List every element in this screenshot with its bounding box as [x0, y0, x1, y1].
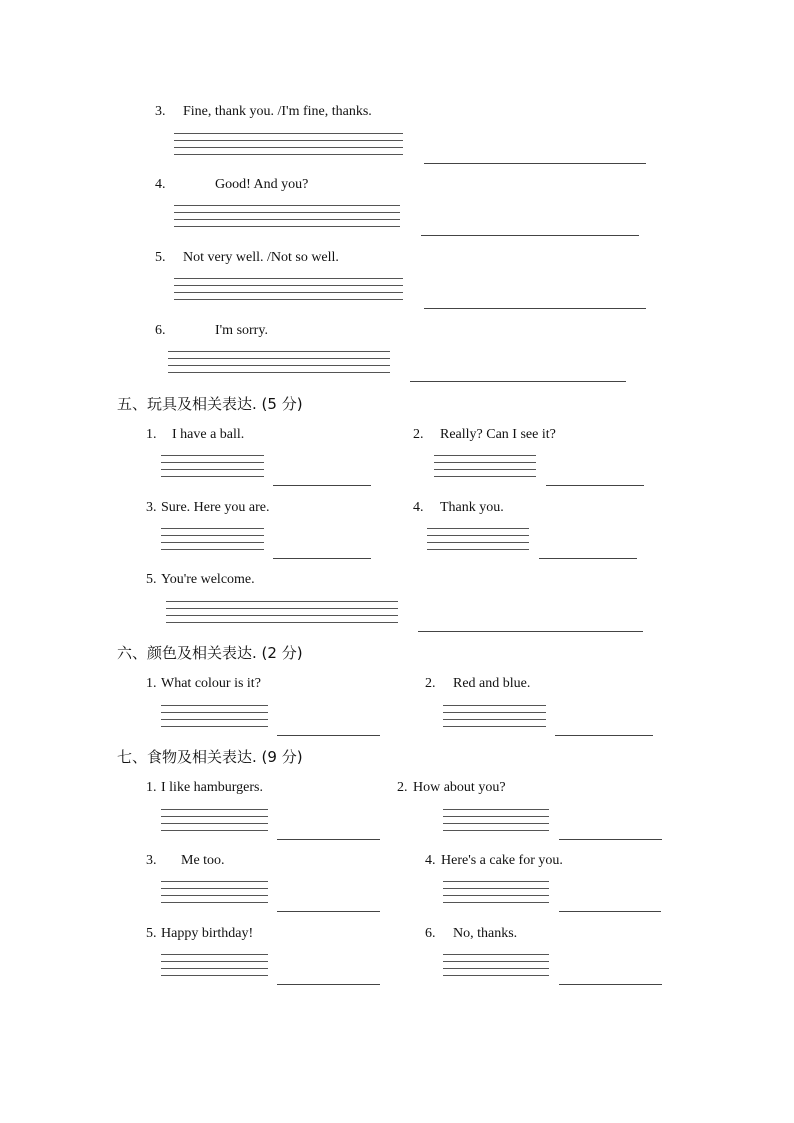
item-number: 3.: [155, 104, 166, 119]
item-number: 6.: [155, 323, 166, 338]
item-text: You're welcome.: [161, 572, 255, 587]
item-text: Here's a cake for you.: [441, 853, 563, 868]
item-text: I have a ball.: [172, 427, 245, 442]
item-number: 1.: [146, 427, 157, 442]
item-text: Good! And you?: [215, 177, 309, 192]
item-number: 6.: [425, 926, 436, 941]
answer-line[interactable]: [277, 839, 380, 840]
item-text: Me too.: [181, 853, 225, 868]
item-text: I like hamburgers.: [161, 780, 263, 795]
item-text: What colour is it?: [161, 676, 261, 691]
answer-line[interactable]: [555, 735, 653, 736]
item-number: 5.: [155, 250, 166, 265]
item-number: 4.: [425, 853, 436, 868]
item-number: 5.: [146, 926, 157, 941]
item-text: Sure. Here you are.: [161, 500, 270, 515]
item-number: 2.: [397, 780, 408, 795]
item-text: How about you?: [413, 780, 506, 795]
answer-line[interactable]: [424, 308, 646, 309]
answer-line[interactable]: [559, 911, 661, 912]
four-line-writing-grid[interactable]: [161, 528, 264, 550]
item-text: Red and blue.: [453, 676, 531, 691]
item-text: Happy birthday!: [161, 926, 254, 941]
item-text: Really? Can I see it?: [440, 427, 556, 442]
section-heading: 六、颜色及相关表达. (2 分): [117, 644, 303, 662]
section-heading: 七、食物及相关表达. (9 分): [117, 748, 303, 766]
answer-line[interactable]: [410, 381, 626, 382]
four-line-writing-grid[interactable]: [443, 705, 546, 727]
four-line-writing-grid[interactable]: [161, 705, 268, 727]
item-text: Thank you.: [440, 500, 504, 515]
section-heading: 五、玩具及相关表达. (5 分): [117, 395, 303, 413]
four-line-writing-grid[interactable]: [443, 881, 549, 903]
item-number: 3.: [146, 500, 157, 515]
answer-line[interactable]: [559, 839, 662, 840]
answer-line[interactable]: [273, 485, 371, 486]
four-line-writing-grid[interactable]: [443, 809, 549, 831]
four-line-writing-grid[interactable]: [168, 351, 390, 373]
four-line-writing-grid[interactable]: [161, 809, 268, 831]
item-number: 5.: [146, 572, 157, 587]
answer-line[interactable]: [424, 163, 646, 164]
answer-line[interactable]: [539, 558, 637, 559]
four-line-writing-grid[interactable]: [174, 133, 403, 155]
item-text: No, thanks.: [453, 926, 518, 941]
four-line-writing-grid[interactable]: [166, 601, 398, 623]
four-line-writing-grid[interactable]: [443, 954, 549, 976]
four-line-writing-grid[interactable]: [174, 205, 400, 227]
item-number: 4.: [155, 177, 166, 192]
four-line-writing-grid[interactable]: [161, 455, 264, 477]
item-text: I'm sorry.: [215, 323, 268, 338]
item-text: Fine, thank you. /I'm fine, thanks.: [183, 104, 372, 119]
item-text: Not very well. /Not so well.: [183, 250, 339, 265]
answer-line[interactable]: [277, 735, 380, 736]
answer-line[interactable]: [277, 984, 380, 985]
four-line-writing-grid[interactable]: [161, 881, 268, 903]
answer-line[interactable]: [277, 911, 380, 912]
four-line-writing-grid[interactable]: [174, 278, 403, 300]
item-number: 1.: [146, 676, 157, 691]
four-line-writing-grid[interactable]: [427, 528, 529, 550]
answer-line[interactable]: [559, 984, 662, 985]
item-number: 4.: [413, 500, 424, 515]
answer-line[interactable]: [418, 631, 643, 632]
item-number: 2.: [413, 427, 424, 442]
answer-line[interactable]: [273, 558, 371, 559]
item-number: 1.: [146, 780, 157, 795]
item-number: 3.: [146, 853, 157, 868]
answer-line[interactable]: [546, 485, 644, 486]
four-line-writing-grid[interactable]: [161, 954, 268, 976]
answer-line[interactable]: [421, 235, 639, 236]
four-line-writing-grid[interactable]: [434, 455, 536, 477]
item-number: 2.: [425, 676, 436, 691]
